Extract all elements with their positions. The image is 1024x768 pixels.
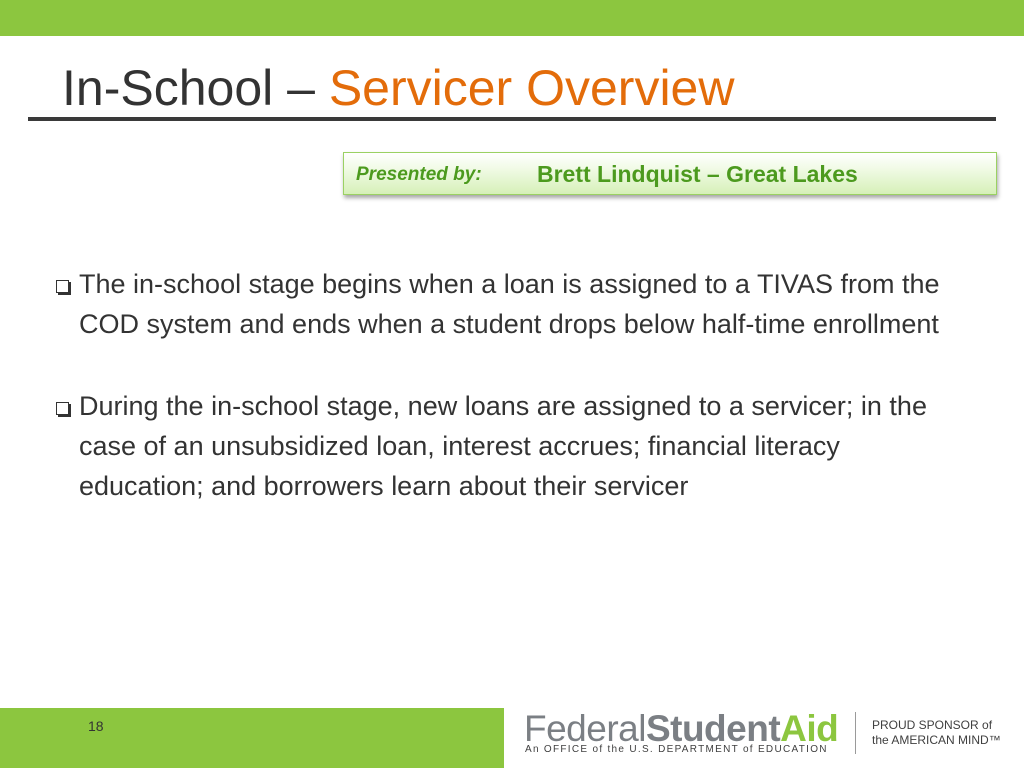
presenter-name: Brett Lindquist – Great Lakes <box>537 161 858 187</box>
sponsor-line-2: the AMERICAN MIND™ <box>872 733 1001 747</box>
bullet-item <box>56 264 956 344</box>
footer-divider <box>855 712 856 754</box>
sponsor-line-1: PROUD SPONSOR of <box>872 718 993 732</box>
title-main: In-School – <box>62 60 329 116</box>
logo-aid: Aid <box>780 708 839 749</box>
checkbox-bullet-icon <box>56 280 69 293</box>
title-underline <box>28 117 996 121</box>
bullet-list <box>56 264 956 506</box>
checkbox-bullet-icon <box>56 402 69 415</box>
logo-subtitle: An OFFICE of the U.S. DEPARTMENT of EDUCATION <box>525 744 828 755</box>
bullet-text: The in-school stage begins when a loan is assigned to a TIVAS from the COD system and ends when a student drops below half-time enrollment <box>79 269 940 339</box>
footer-green-bar <box>0 708 504 768</box>
presenter-box <box>343 152 997 195</box>
sponsor-tagline <box>872 718 1001 748</box>
slide-title <box>62 58 734 118</box>
bullet-text: During the in-school stage, new loans are assigned to a servicer; in the case of an unsubsidized loan, interest accrues; financial literacy education; and borrowers learn about their servicer <box>79 391 927 501</box>
presenter-label: Presented by: <box>356 164 482 185</box>
logo-student: Student <box>645 708 781 749</box>
bullet-item <box>56 386 956 506</box>
logo-federal: Federal <box>524 708 646 749</box>
top-accent-bar <box>0 0 1024 36</box>
federal-student-aid-logo <box>524 708 844 764</box>
page-number: 18 <box>88 718 104 734</box>
title-accent: Servicer Overview <box>328 60 735 116</box>
